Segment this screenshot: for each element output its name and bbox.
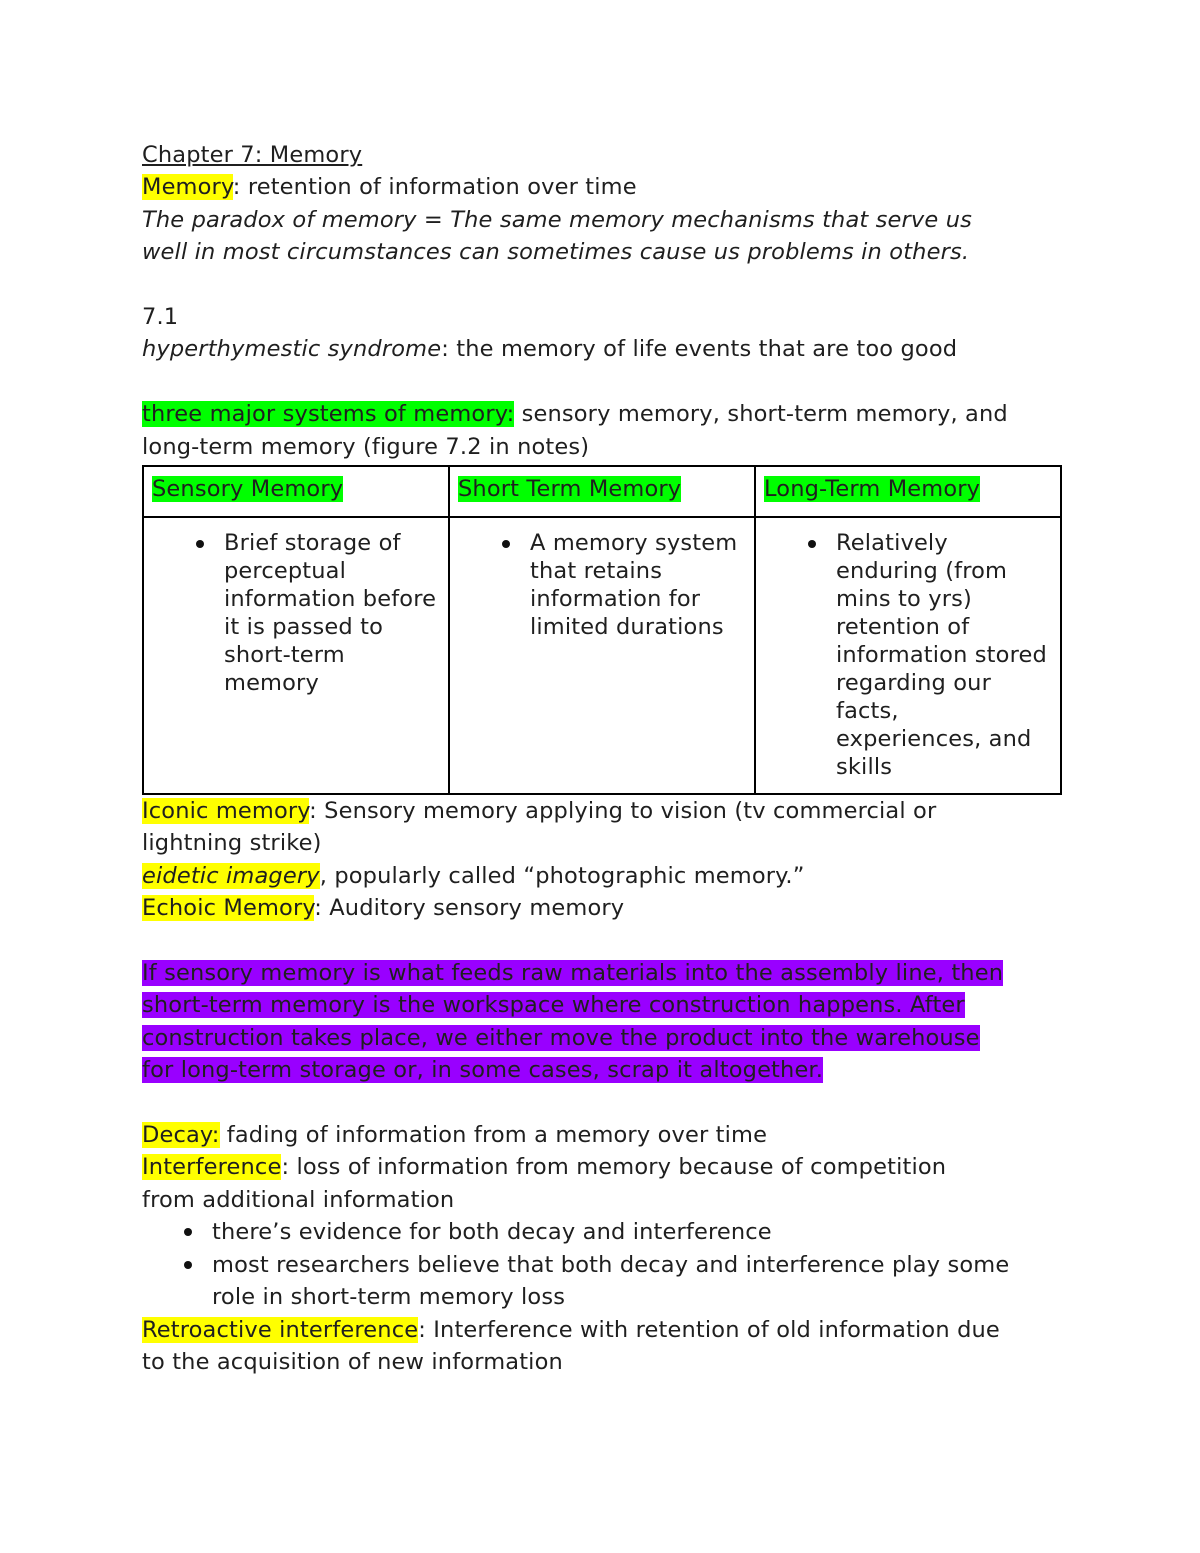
analogy-line-2: short-term memory is the workspace where construction happens. After (142, 992, 965, 1019)
retroactive-def-text-1: : Interference with retention of old information due (418, 1316, 1000, 1343)
table-header-cell (143, 466, 449, 517)
hyperthymestic-definition (142, 333, 1062, 365)
decay-term: Decay: (142, 1122, 220, 1149)
table-header-cell (755, 466, 1061, 517)
iconic-definition-line-1 (142, 795, 1062, 827)
decay-definition (142, 1119, 1062, 1151)
table-header-row (143, 466, 1061, 517)
eidetic-term: eidetic imagery (142, 862, 320, 889)
eidetic-def-text: , popularly called “photographic memory.” (319, 862, 805, 889)
decay-def-text: fading of information from a memory over time (219, 1122, 768, 1149)
eidetic-definition (142, 860, 1062, 892)
interference-def-text-1: : loss of information from memory because of competition (281, 1154, 947, 1181)
memory-systems-table (142, 465, 1062, 795)
systems-def-text-1: sensory memory, short-term memory, and (514, 401, 1008, 428)
section-heading-7-1: 7.1 (142, 304, 179, 331)
table-cell (449, 517, 755, 794)
memory-term: Memory (142, 174, 233, 201)
list-item: most researchers believe that both decay and interference play some role in short-term memory loss (212, 1249, 1012, 1314)
document-page (142, 139, 1062, 1378)
analogy-line-1: If sensory memory is what feeds raw materials into the assembly line, then (142, 960, 1004, 987)
interference-term: Interference (142, 1154, 282, 1181)
spacer (142, 366, 1062, 398)
assembly-line-analogy (142, 957, 1062, 1087)
echoic-term: Echoic Memory (142, 895, 315, 922)
memory-definition (142, 171, 1062, 203)
analogy-line-4: for long-term storage or, in some cases, scrap it altogether. (142, 1057, 824, 1084)
spacer (142, 925, 1062, 957)
systems-definition-line-1 (142, 398, 1062, 430)
systems-definition-line-2: long-term memory (figure 7.2 in notes) (142, 433, 590, 460)
interference-definition-line-1 (142, 1151, 1062, 1183)
interference-bullets (142, 1216, 1062, 1313)
header-sensory-memory: Sensory Memory (152, 476, 344, 503)
iconic-def-text-1: : Sensory memory applying to vision (tv commercial or (309, 798, 937, 825)
header-long-term-memory: Long-Term Memory (764, 476, 981, 503)
analogy-line-3: construction takes place, we either move the product into the warehouse (142, 1024, 980, 1051)
iconic-definition-line-2: lightning strike) (142, 830, 322, 857)
list-item: there’s evidence for both decay and interference (212, 1216, 1062, 1248)
spacer (142, 1087, 1062, 1119)
header-short-term-memory: Short Term Memory (458, 476, 682, 503)
retroactive-term: Retroactive interference (142, 1316, 419, 1343)
echoic-definition (142, 892, 1062, 924)
table-cell (143, 517, 449, 794)
paradox-line-1: The paradox of memory = The same memory mechanisms that serve us (142, 206, 972, 233)
spacer (142, 269, 1062, 301)
hyperthymestic-term: hyperthymestic syndrome (142, 336, 442, 363)
memory-def-text: : retention of information over time (232, 174, 637, 201)
echoic-def-text: : Auditory sensory memory (314, 895, 625, 922)
table-header-cell (449, 466, 755, 517)
systems-term: three major systems of memory: (142, 401, 515, 428)
short-term-memory-description: A memory system that retains information for limited durations (530, 529, 744, 641)
table-cell (755, 517, 1061, 794)
interference-definition-line-2: from additional information (142, 1186, 455, 1213)
table-row (143, 517, 1061, 794)
paradox-line-2: well in most circumstances can sometimes cause us problems in others. (142, 239, 970, 266)
chapter-title: Chapter 7: Memory (142, 142, 363, 168)
long-term-memory-description: Relatively enduring (from mins to yrs) retention of information stored regarding our facts, experiences, and skills (836, 529, 1050, 781)
sensory-memory-description: Brief storage of perceptual information before it is passed to short-term memory (224, 530, 437, 697)
iconic-term: Iconic memory (142, 798, 310, 825)
retroactive-definition-line-1 (142, 1314, 1062, 1346)
retroactive-definition-line-2: to the acquisition of new information (142, 1348, 563, 1375)
hyperthymestic-def-text: : the memory of life events that are too good (441, 336, 958, 363)
